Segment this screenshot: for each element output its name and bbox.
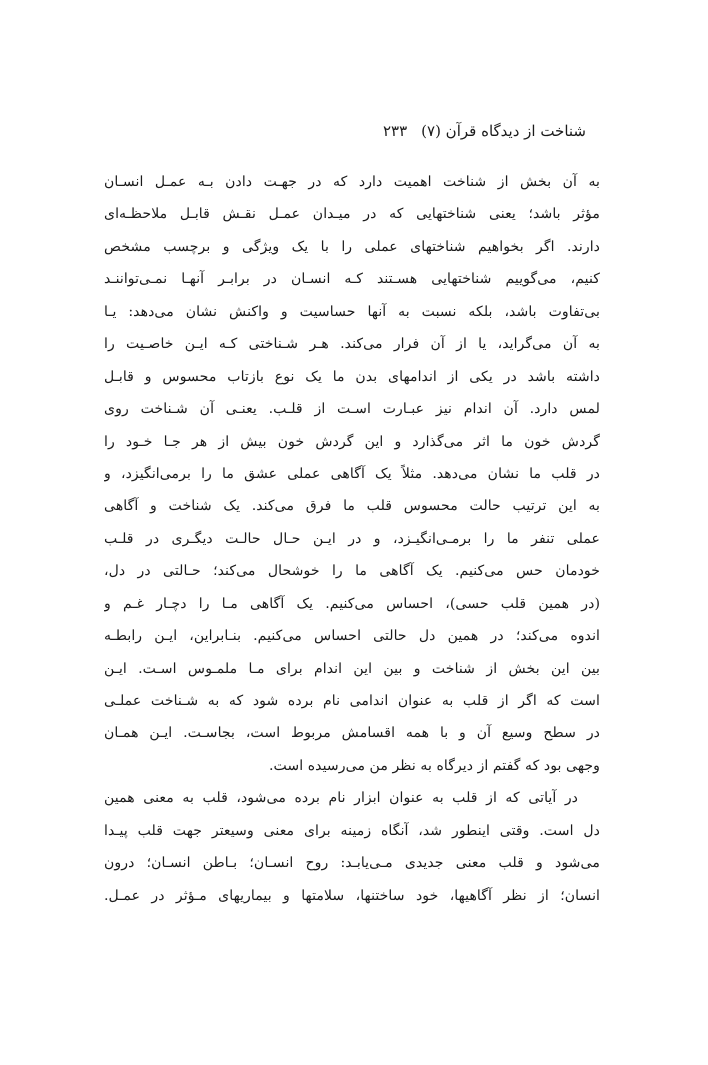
text-line: مؤثر باشد؛ یعنی شناختهایی که در میـدان عمـل نقـش قابـل ملاحظـه‌ای — [104, 206, 600, 223]
text-line: در آیاتی که از قلب به عنوان ابزار نام برده می‌شود، قلب به معنی همین — [104, 790, 578, 807]
text-line: خودمان حس می‌کنیم. یک آگاهی ما را خوشحال می‌کند؛ حـالتی در دل، — [104, 563, 600, 580]
text-line: بین این بخش از شناخت و بین این اندام برای مـا ملمـوس اسـت. ایـن — [104, 660, 600, 677]
text-line: داشته باشد در یکی از اندامهای بدن ما یک نوع بازتاب محسوس و قابـل — [104, 368, 600, 385]
text-line: لمس دارد. آن اندام نیز عبـارت اسـت از قلـب. یعنـی آن شـناخت روی — [104, 401, 600, 418]
text-line: به آن می‌گراید، یا از آن فرار می‌کند. هـر شـناختی کـه ایـن خاصـیت را — [104, 336, 600, 353]
text-line: کنیم، می‌گوییم شناختهایی هسـتند کـه انسـان در برابـر آنهـا نمـی‌تواننـد — [104, 271, 600, 288]
text-line: وجهی بود که گفتم از دیرگاه به نظر من می‌رسیده است. — [268, 757, 600, 774]
text-line: دارند. اگر بخواهیم شناختهای عملی را با یک ویژگی و برچسب مشخص — [104, 238, 600, 255]
text-line: بی‌تفاوت باشد، بلکه نسبت به آنها حساسیت و واکنش نشان می‌دهد: یـا — [104, 303, 600, 320]
text-line: گردش خون ما اثر می‌گذارد و این گردش خون بیش از هر جـا خـود را — [104, 433, 600, 450]
text-line: (در همین قلب حسی)، احساس می‌کنیم. یک آگاهی مـا را دچـار غـم و — [104, 595, 600, 612]
text-line: به آن بخش از شناخت اهمیت دارد که در جهـت دادن بـه عمـل انسـان — [104, 174, 600, 190]
text-line: است که اگر از قلب به عنوان اندامی نام برده شود که به شـناخت عملـی — [104, 693, 600, 709]
text-line: در قلب ما نشان می‌دهد. مثلاً یک آگاهی عملی عشق ما را برمی‌انگیزد، و — [104, 465, 600, 482]
text-line: به این ترتیب حالت محسوس قلب ما فرق می‌کند. یک شناخت و آگاهی — [104, 498, 600, 515]
text-line: می‌شود و قلب معنی جدیدی مـی‌یابـد: روح انسـان؛ بـاطن انسـان؛ درون — [104, 855, 600, 872]
text-line: عملی تنفر ما را برمـی‌انگیـزد، و در ایـن حـال حالـت دیگـری در قلـب — [104, 530, 600, 547]
chapter-title: شناخت از دیدگاه قرآن (۷) — [421, 122, 586, 140]
text-line: در سطح وسیع آن و با همه اقسامش مربوط است، بجاسـت. ایـن همـان — [104, 725, 600, 742]
running-header — [122, 120, 586, 142]
text-line: اندوه می‌کند؛ در همین دل حالتی احساس می‌کنیم. بنـابراین، ایـن رابطـه — [104, 628, 600, 645]
page-number: ۲۳۳ — [382, 122, 408, 140]
body-text — [104, 166, 600, 912]
text-line: دل است. وقتی اینطور شد، آنگاه زمینه برای معنی وسیعتر جهت قلب پیـدا — [104, 822, 600, 839]
text-line: انسان؛ از نظر آگاهیها، خود ساختنها، سلامتها و بیماریهای مـؤثر در عمـل. — [104, 887, 600, 904]
